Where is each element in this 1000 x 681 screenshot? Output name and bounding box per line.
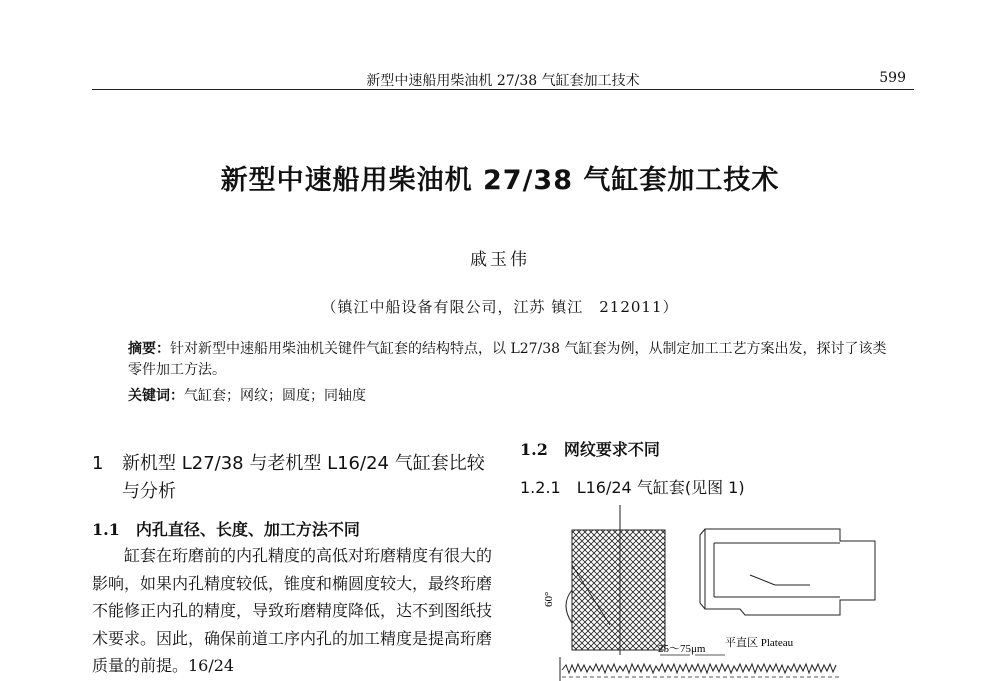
dimension-label: 25～75μm	[658, 643, 706, 655]
keywords-text: 气缸套；网纹；圆度；同轴度	[184, 388, 366, 404]
abstract-text: 针对新型中速船用柴油机关键件气缸套的结构特点，以 L27/38 气缸套为例，从制定加工工艺方案出发，探讨了该类零件加工方法。	[128, 341, 887, 378]
roughness-profile	[562, 664, 836, 673]
angle-label: 60°	[543, 591, 555, 607]
affiliation: （镇江中船设备有限公司，江苏 镇江 212011）	[321, 298, 679, 316]
section-1-number: 1	[92, 453, 104, 474]
keywords-label: 关键词：	[128, 388, 184, 404]
paper-title: 新型中速船用柴油机 27/38 气缸套加工技术	[220, 165, 780, 196]
section-1-2-heading: 1.2 网纹要求不同	[520, 440, 660, 459]
page-number: 599	[879, 70, 906, 86]
figure-1	[540, 505, 920, 681]
abstract	[128, 339, 888, 381]
crosshatch-sample	[572, 530, 665, 650]
section-1-heading	[92, 450, 492, 506]
running-header	[92, 70, 914, 90]
liner-section	[700, 529, 875, 615]
keywords	[128, 385, 888, 405]
abstract-label: 摘要：	[128, 341, 170, 357]
section-1-title: 新机型 L27/38 与老机型 L16/24 气缸套比较与分析	[122, 453, 485, 502]
plateau-label: 平直区 Plateau	[725, 637, 794, 649]
section-1-1-heading: 1.1 内孔直径、长度、加工方法不同	[92, 520, 360, 539]
section-1-1-paragraph: 缸套在珩磨前的内孔精度的高低对珩磨精度有很大的影响，如果内孔精度较低，锥度和椭圆度较大，最终珩磨不能修正内孔的精度，导致珩磨精度降低，达不到图纸技术要求。因此，确保前道工序内孔的加工精度是提高珩磨质量的前提。16/24	[92, 546, 493, 675]
figure-1-drawing	[540, 505, 920, 681]
running-title: 新型中速船用柴油机 27/38 气缸套加工技术	[366, 73, 640, 89]
section-1-2-1-heading: 1.2.1 L16/24 气缸套(见图 1)	[520, 478, 745, 497]
author: 戚玉伟	[470, 250, 530, 270]
angle-arc	[566, 590, 572, 623]
